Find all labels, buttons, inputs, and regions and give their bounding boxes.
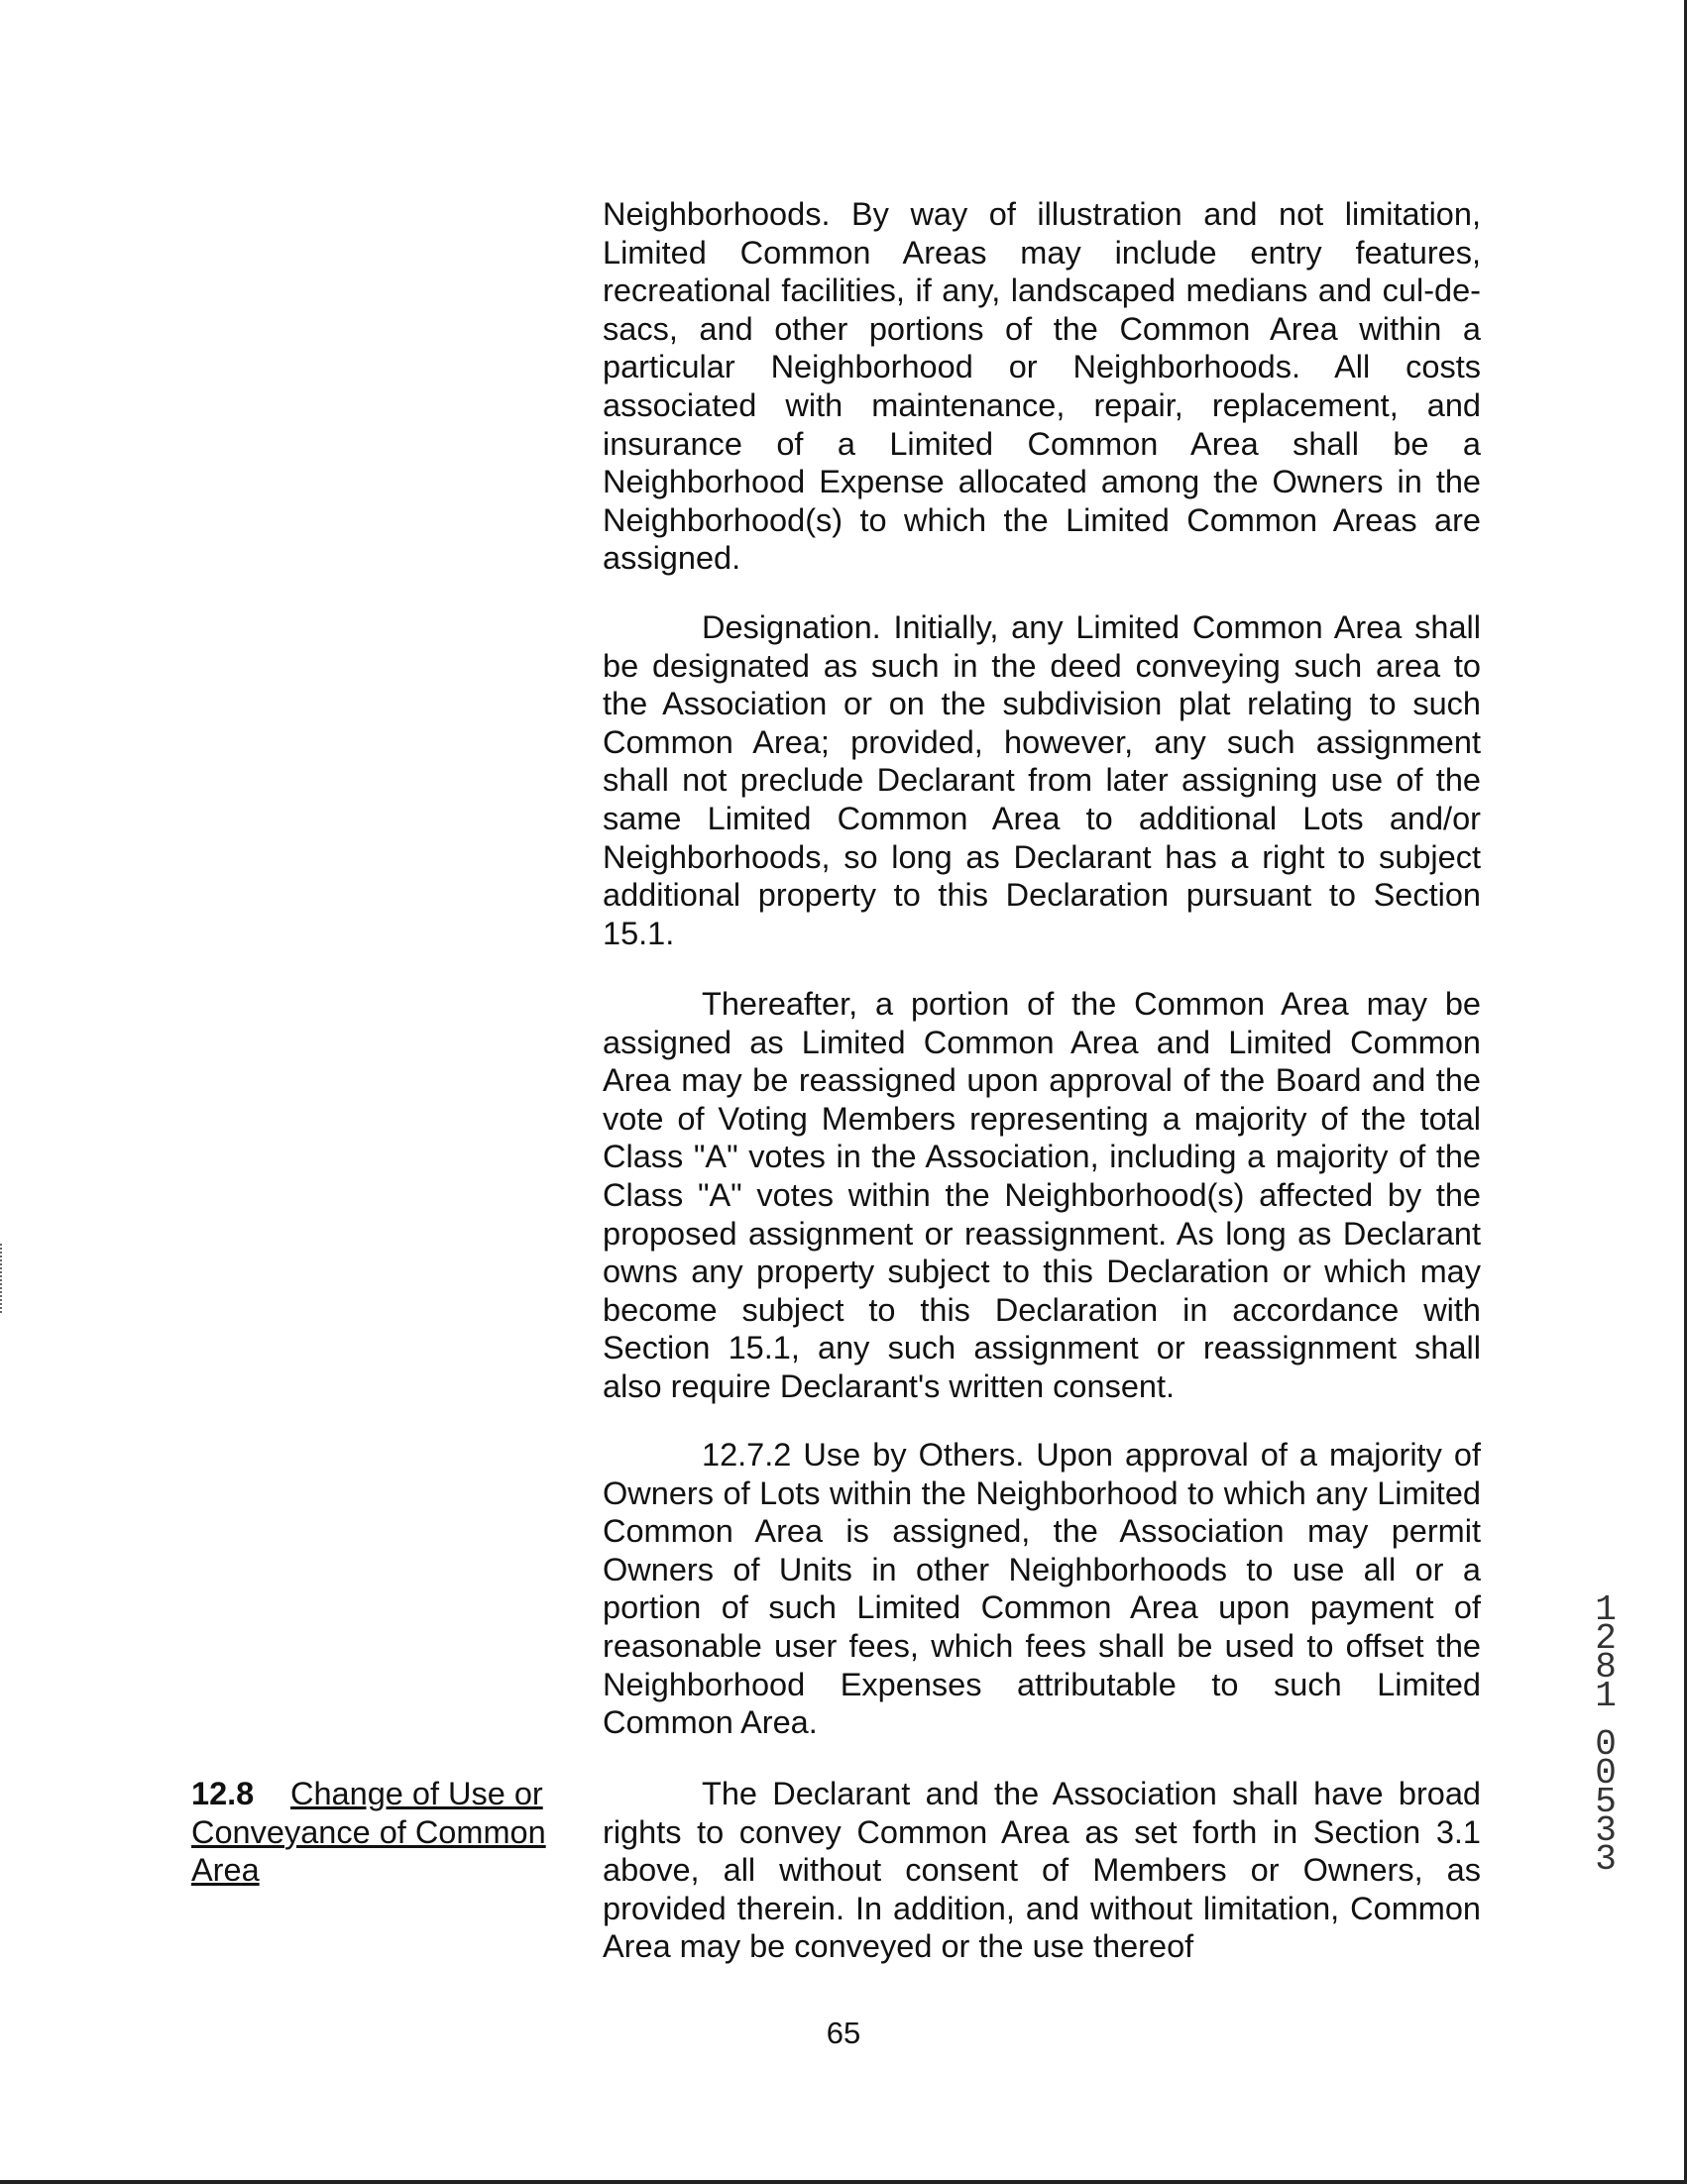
scan-margin-mark xyxy=(0,1244,4,1313)
paragraph-text: Thereafter, a portion of the Common Area may be assigned as Limited Common Area and Limited Common Area may be reassigned upon approval of the Board and the vote of Voting Members representing a majority of the total Class "A" votes in the Association, including a majority of the Class "A" votes within the Neighborhood(s) affected by the proposed assignment or reassignment. As long as Declarant owns any property subject to this Declaration or which may become subject to this Declaration in accordance with Section 15.1, any such assignment or reassignment shall also require Declarant's written consent. xyxy=(603,986,1481,1404)
paragraph-text: Designation. Initially, any Limited Common Area shall be designated as such in the deed conveying such area to the Association or on the subdivision plat relating to such Common Area; provided, however, any such assignment shall not preclude Declarant from later assigning use of the same Limited Common Area to additional Lots and/or Neighborhoods, so long as Declarant has a right to subject additional property to this Declaration pursuant to Section 15.1. xyxy=(603,609,1481,951)
page-number: 65 xyxy=(826,2016,861,2050)
body-paragraph-change-of-use xyxy=(603,1775,1481,1966)
bates-stamp xyxy=(1591,1589,1621,1880)
section-title: Change of Use or Conveyance of Common Area xyxy=(191,1776,546,1889)
body-paragraph-use-by-others xyxy=(603,1436,1481,1742)
section-heading-12-8 xyxy=(191,1775,568,1890)
section-number: 12.8 xyxy=(191,1776,255,1811)
bates-stamp-part-2: 0 0 5 3 3 xyxy=(1595,1724,1617,1880)
page-border-bottom xyxy=(0,2180,1687,2184)
paragraph-text: The Declarant and the Association shall have broad rights to convey Common Area as set forth in Section 3.1 above, all without consent of Members or Owners, as provided therein. In addition, and without limitation, Common Area may be conveyed or the use thereof xyxy=(603,1776,1481,1965)
paragraph-text: 12.7.2 Use by Others. Upon approval of a majority of Owners of Lots within the Neighborhood to which any Limited Common Area is assigned, the Association may permit Owners of Units in other Neighborhoods to use all or a portion of such Limited Common Area upon payment of reasonable user fees, which fees shall be used to offset the Neighborhood Expenses attributable to such Limited Common Area. xyxy=(603,1437,1481,1741)
paragraph-text: Neighborhoods. By way of illustration and not limitation, Limited Common Areas may include entry features, recreational facilities, if any, landscaped medians and cul-de-sacs, and other portions of the Common Area within a particular Neighborhood or Neighborhoods. All costs associated with maintenance, repair, replacement, and insurance of a Limited Common Area shall be a Neighborhood Expense allocated among the Owners in the Neighborhood(s) to which the Limited Common Areas are assigned. xyxy=(603,196,1481,577)
body-paragraph-1 xyxy=(603,195,1481,578)
bates-stamp-part-1: 1 2 8 1 xyxy=(1595,1589,1617,1716)
body-paragraph-thereafter xyxy=(603,985,1481,1406)
body-paragraph-designation xyxy=(603,608,1481,952)
